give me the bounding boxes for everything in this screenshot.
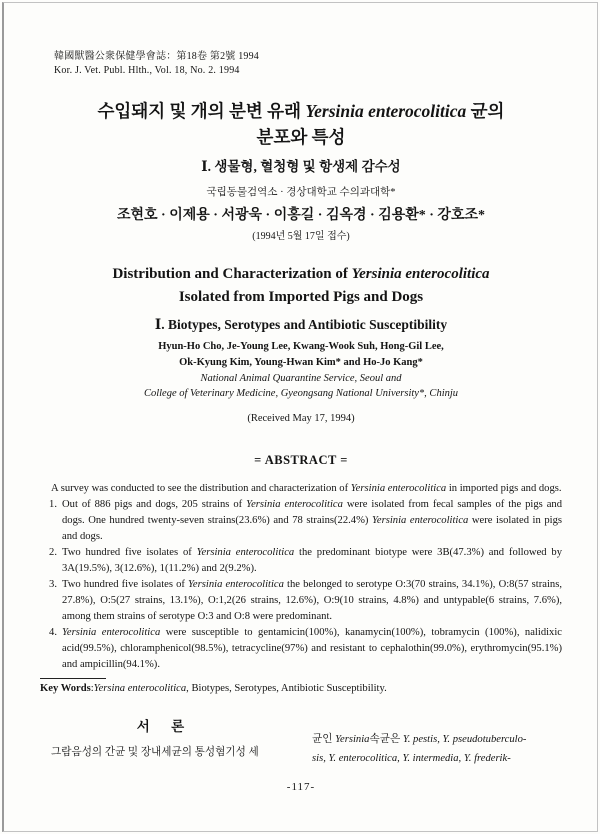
abstract-item-1: [40, 497, 562, 545]
abstract-item-text: Out of 886 pigs and dogs, 205 strains of Yersinia enterocolitica were isolated from fecal samples of the pigs and dogs. One hundred twenty-seven strains(23.6%) and 78 strains(22.4%) Yersinia enterocolitica were isolated in pigs and dogs.: [62, 499, 563, 542]
journal-title-korean: 韓國獸醫公衆保健學會誌：第18卷 第2號 1994: [54, 51, 259, 62]
introduction-section: [40, 717, 562, 768]
abstract-body: [40, 481, 562, 697]
journal-header: [54, 50, 562, 78]
title-english-line2: Isolated from Imported Pigs and Dogs: [178, 289, 424, 305]
abstract-item-number: 4.: [49, 627, 57, 638]
abstract-item-number: 1.: [49, 499, 57, 510]
introduction-left-paragraph: 그람음성의 간균 및 장내세균의 통성혐기성 세: [51, 747, 259, 758]
abstract-item-4: [40, 625, 562, 673]
affiliation-english-line1: National Animal Quarantine Service, Seoul and: [200, 373, 402, 384]
abstract-item-text: Two hundred five isolates of Yersinia enterocolitica the belonged to serotype O:3(70 strains, 34.1%), O:8(57 strains, 27.8%), O:5(27 strains, 13.1%), O:1,2(26 strains, 12.6%), O:9(10 strains, 4.8%) and untypable(6 strains, 7.6%), among them strains of serotype O:3 and O:8 were predominant.: [62, 579, 562, 622]
authors-english-line2: Ok-Kyung Kim, Young-Hwan Kim* and Ho-Jo Kang*: [179, 357, 423, 368]
introduction-right-line1: 균인 Yersinia속균은 Y. pestis, Y. pseudotuberculo-: [312, 734, 527, 745]
abstract-item-2: [40, 545, 562, 577]
page-title-english: [40, 263, 562, 309]
authors-korean: 조현호 · 이제용 · 서광욱 · 이홍길 · 김옥경 · 김용환* · 강호조*: [116, 208, 486, 223]
introduction-heading: 서 론: [136, 719, 194, 734]
abstract-item-text: Two hundred five isolates of Yersinia enterocolitica the predominant biotype were 3B(47.3%) and followed by 3A(19.5%), 3(12.6%), 1(11.2%) and 2(9.2%).: [62, 547, 562, 574]
affiliation-korean: 국립동물검역소 · 경상대학교 수의과대학*: [206, 187, 396, 198]
abstract-intro: A survey was conducted to see the distribution and characterization of Yersinia enterocolitica in imported pigs and dogs.: [51, 483, 562, 494]
affiliation-english: [40, 371, 562, 401]
journal-title-english: Kor. J. Vet. Publ. Hlth., Vol. 18, No. 2. 1994: [54, 65, 240, 76]
received-date-korean: (1994년 5월 17일 접수): [252, 231, 350, 242]
keywords-line: Key Words:Yersina enterocolitica, Biotypes, Serotypes, Antibiotic Susceptibility.: [40, 683, 387, 694]
abstract-heading: = ABSTRACT =: [254, 453, 348, 467]
title-english-line1: Distribution and Characterization of Yersinia enterocolitica: [112, 266, 490, 282]
title-korean-line2: 분포와 특성: [256, 127, 346, 147]
introduction-right-line2: sis, Y. enterocolitica, Y. intermedia, Y. frederik-: [312, 753, 511, 764]
introduction-left-column: [40, 717, 290, 768]
authors-english: [40, 339, 562, 371]
abstract-item-number: 3.: [49, 579, 57, 590]
abstract-item-3: [40, 577, 562, 625]
keywords-divider: [40, 678, 106, 679]
introduction-right-column: [312, 717, 562, 768]
page-number: -117-: [286, 781, 316, 793]
title-korean-line1: 수입돼지 및 개의 분변 유래 Yersinia enterocolitica 균의: [97, 101, 505, 121]
received-date-english: (Received May 17, 1994): [247, 413, 355, 424]
abstract-item-text: Yersinia enterocolitica were susceptible to gentamicin(100%), kanamycin(100%), tobramycin (100%), nalidixic acid(99.5%), chloramphenicol(98.5%), tetracycline(97%) and resistant to cephalothin(99.0%), erythromycin(95.1%) and ampicillin(94.1%).: [62, 627, 563, 670]
affiliation-english-line2: College of Veterinary Medicine, Gyeongsang National University*, Chinju: [143, 388, 459, 399]
page-title-korean: [40, 98, 562, 150]
page-subtitle-korean: Ⅰ. 생물형, 혈청형 및 항생제 감수성: [201, 159, 401, 174]
page-subtitle-english: Ⅰ. Biotypes, Serotypes and Antibiotic Susceptibility: [154, 317, 448, 332]
abstract-item-number: 2.: [49, 547, 57, 558]
authors-english-line1: Hyun-Ho Cho, Je-Young Lee, Kwang-Wook Suh, Hong-Gil Lee,: [158, 341, 444, 352]
